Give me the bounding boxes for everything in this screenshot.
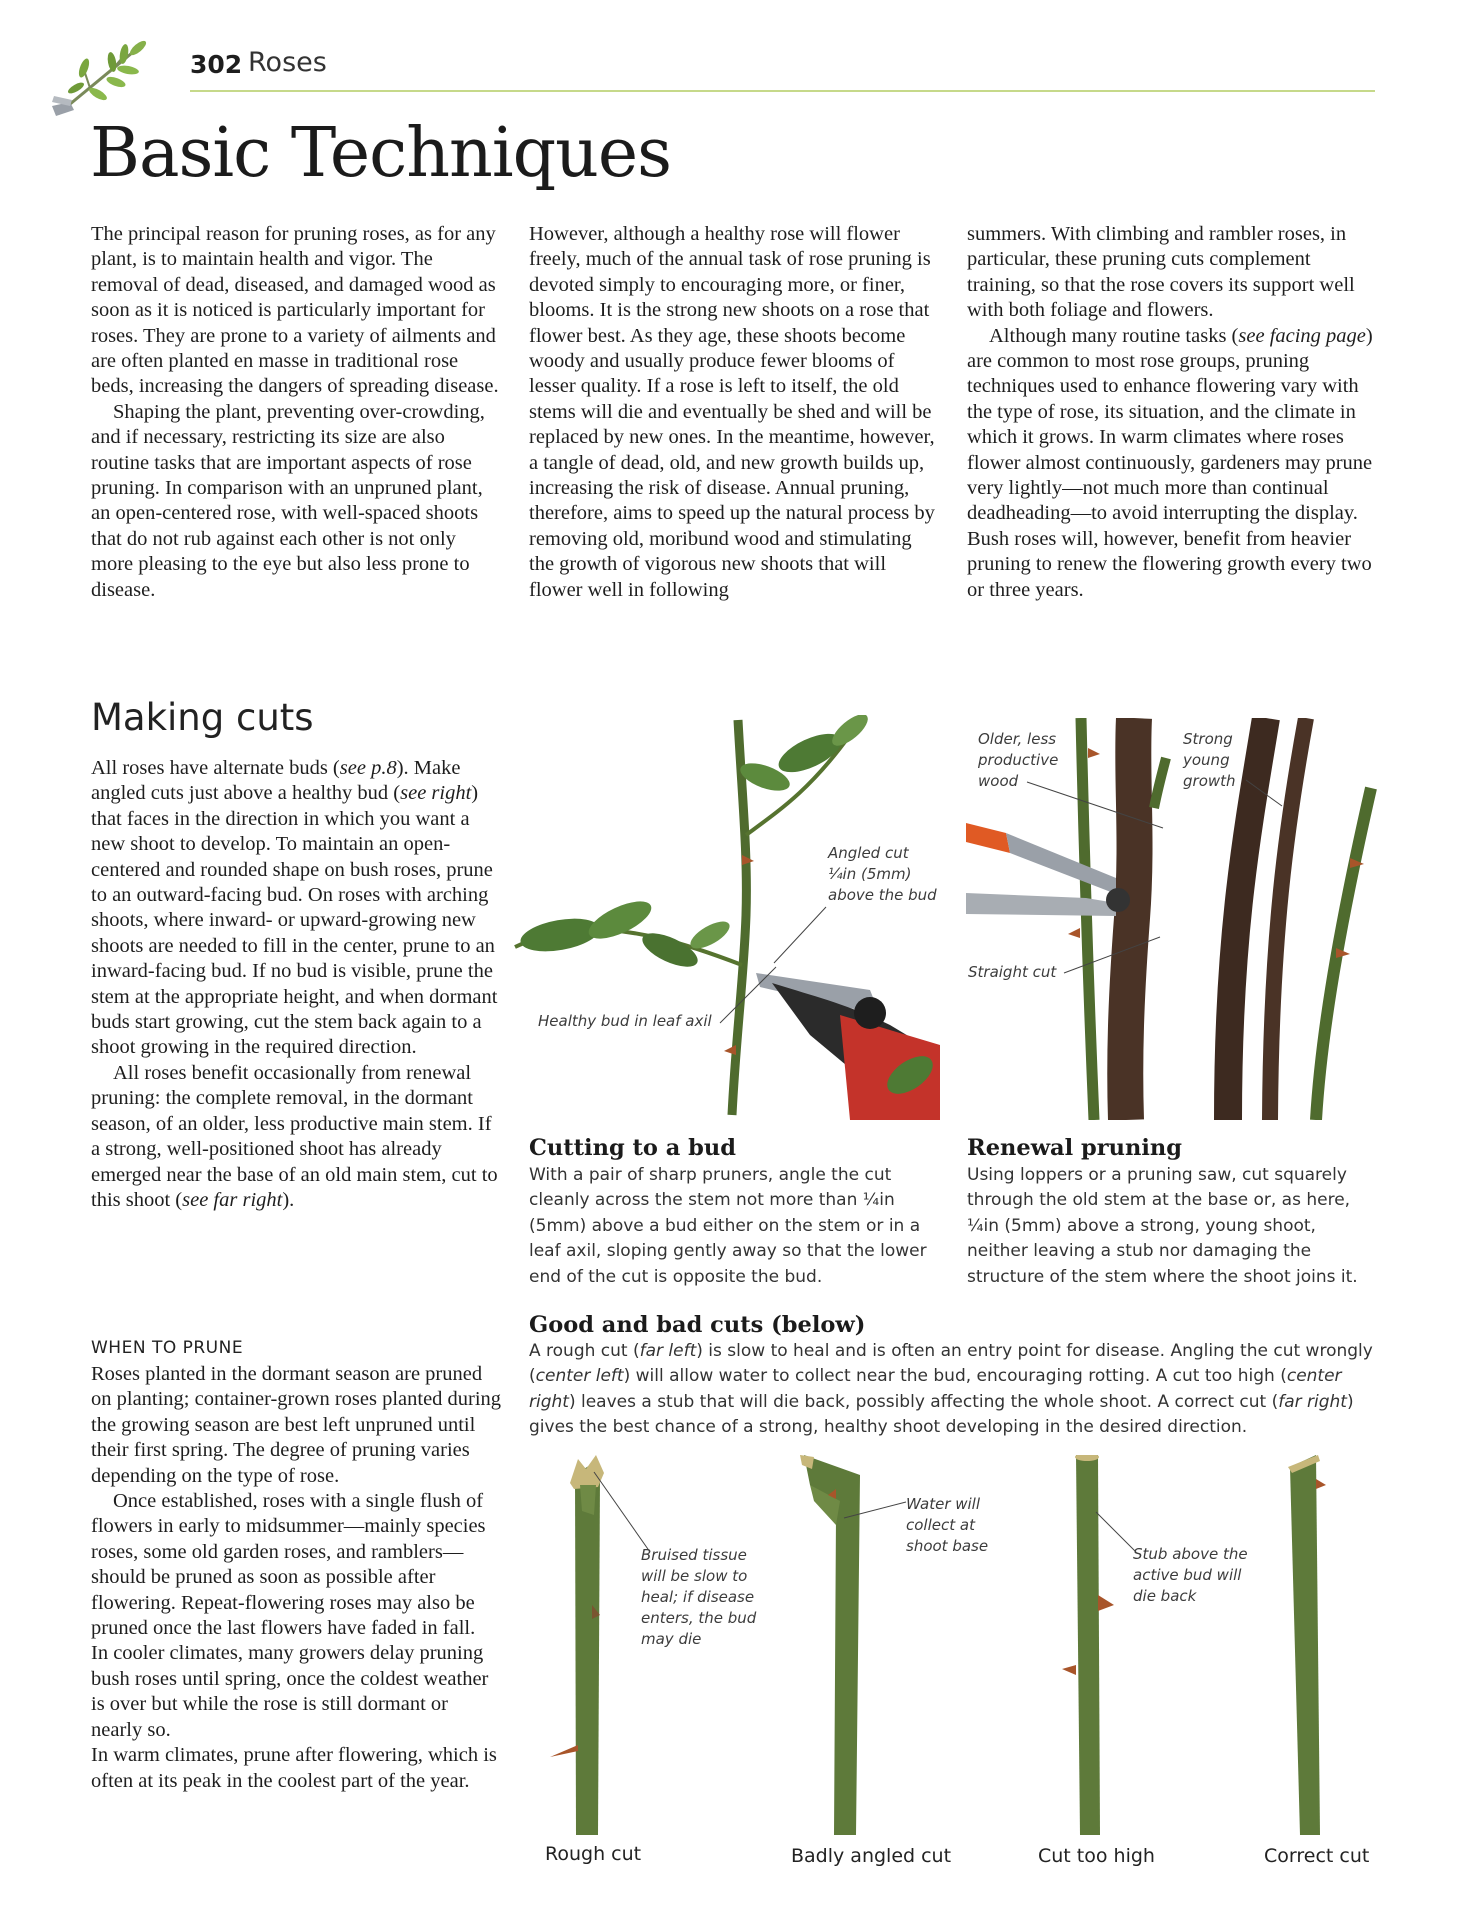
leader-line bbox=[842, 1500, 908, 1520]
page-number: 302 bbox=[190, 50, 243, 79]
cutting-to-bud-caption: With a pair of sharp pruners, angle the cut cleanly across the stem not more than ¼in (5mm) above a bud either on the stem or in a leaf axil, sloping gently away so that the lower end of the cut is opposite the bud. bbox=[529, 1165, 927, 1287]
annotation-water: Water will collect at shoot base bbox=[906, 1495, 989, 1555]
leader-line bbox=[770, 905, 830, 965]
correct-cut-photo bbox=[1260, 1455, 1360, 1835]
leader-line bbox=[1244, 778, 1284, 808]
annotation-strong-growth: Strong young growth bbox=[1183, 730, 1236, 790]
leader-line bbox=[1094, 1510, 1138, 1554]
good-bad-caption: A rough cut (far left) is slow to heal and is often an entry point for disease. Angling the cut wrongly (center left) will allow water to collect near the bud, encouraging rotting. A cut too high (center right) leaves a stub that will die back, possibly affecting the whole shoot. A correct cut (far right) gives the best chance of a strong, healthy shoot developing in the desired direction. bbox=[529, 1341, 1373, 1438]
good-bad-heading: Good and bad cuts (below) bbox=[529, 1312, 866, 1338]
intro-paragraph: Shaping the plant, preventing over-crowding, and if necessary, restricting its size are also routine tasks that are important aspects of rose pruning. In comparison with an unpruned plant, an open-centered rose, with well-spaced shoots that do not rub against each other is not only more pleasing to the eye but also less prone to disease. bbox=[91, 400, 485, 601]
when-to-prune-paragraph: In cooler climates, many growers delay pruning bush roses until spring, once the coldest weather is over but while the rose is still dormant or nearly so. bbox=[91, 1642, 489, 1741]
making-cuts-text bbox=[91, 756, 503, 1213]
leader-line bbox=[1062, 935, 1162, 975]
cutting-to-bud-heading: Cutting to a bud bbox=[529, 1135, 736, 1161]
intro-column-2 bbox=[529, 222, 941, 603]
when-to-prune-paragraph: In warm climates, prune after flowering, which is often at its peak in the coolest part of the year. bbox=[91, 1744, 497, 1792]
making-cuts-paragraph: All roses benefit occasionally from renewal pruning: the complete removal, in the dormant season, of an older, less productive main stem. If a strong, well-positioned shoot has already emerged near the base of an old main stem, cut to this shoot (see far right). bbox=[91, 1061, 498, 1211]
when-to-prune-paragraph: Roses planted in the dormant season are pruned on planting; container-grown roses planted during the growing season are best left unpruned until their first spring. The degree of pruning varies depending on the type of rose. bbox=[91, 1363, 502, 1487]
renewal-pruning-caption: Using loppers or a pruning saw, cut squarely through the old stem at the base or, as here, ¼in (5mm) above a strong, young shoot, neither leaving a stub nor damaging the structure of the stem where the shoot joins it. bbox=[967, 1165, 1358, 1287]
annotation-older-wood: Older, less productive wood bbox=[978, 730, 1059, 790]
annotation-stub: Stub above the active bud will die back bbox=[1133, 1545, 1248, 1605]
rough-cut-label: Rough cut bbox=[545, 1843, 642, 1865]
header-rule bbox=[190, 90, 1375, 92]
intro-paragraph: summers. With climbing and rambler roses, in particular, these pruning cuts complement training, so that the rose covers its support well with both foliage and flowers. bbox=[967, 223, 1355, 322]
leader-line bbox=[718, 965, 778, 1025]
intro-column-3 bbox=[967, 222, 1379, 603]
annotation-angled-cut: Angled cut ¼in (5mm) above the bud bbox=[828, 844, 937, 904]
when-to-prune-paragraph: Once established, roses with a single flush of flowers in early to midsummer—mainly species roses, some old garden roses, and ramblers—should be pruned as soon as possible after flowering. Repeat-flowering roses may also be pruned once the last flowers have faded in fall. bbox=[91, 1490, 486, 1640]
intro-paragraph: Although many routine tasks (see facing page) are common to most rose groups, pruning techniques used to enhance flowering vary with the type of rose, its situation, and the climate in which it grows. In warm climates where roses flower almost continuously, gardeners may prune very lightly—not much more than continual deadheading—to avoid interrupting the display. Bush roses will, however, benefit from heavier pruning to renew the flowering growth every two or three years. bbox=[967, 324, 1373, 601]
correct-cut-label: Correct cut bbox=[1264, 1845, 1370, 1867]
intro-column-1 bbox=[91, 222, 503, 603]
leader-line bbox=[1025, 780, 1165, 830]
annotation-straight-cut: Straight cut bbox=[968, 963, 1057, 981]
badly-angled-cut-label: Badly angled cut bbox=[791, 1845, 952, 1867]
sprig-icon bbox=[50, 36, 150, 122]
making-cuts-paragraph: All roses have alternate buds (see p.8). Make angled cuts just above a healthy bud (see right) that faces in the direction in which you want a new shoot to develop. To maintain an open-centered and rounded shape on bush roses, prune to an outward-facing bud. On roses with arching shoots, where inward- or upward-growing new shoots are needed to fill in the center, prune to an inward-facing bud. If no bud is visible, prune the stem at the appropriate height, and when dormant buds start growing, cut the stem back again to a shoot growing in the required direction. bbox=[91, 757, 498, 1059]
intro-paragraph: However, although a healthy rose will flower freely, much of the annual task of rose pruning is devoted simply to encouraging more, or finer, blooms. It is the strong new shoots on a rose that flower best. As they age, these shoots become woody and usually produce fewer blooms of lesser quality. If a rose is left to itself, the old stems will die and eventually be shed and will be replaced by new ones. In the meantime, however, a tangle of dead, old, and new growth builds up, increasing the risk of disease. Annual pruning, therefore, aims to speed up the natural process by removing old, moribund wood and stimulating the growth of vigorous new shoots that will flower well in following bbox=[529, 223, 935, 601]
annotation-healthy-bud: Healthy bud in leaf axil bbox=[538, 1012, 712, 1030]
cutting-to-bud-photo bbox=[510, 715, 940, 1120]
page-title: Basic Techniques bbox=[90, 114, 672, 193]
section-name: Roses bbox=[248, 47, 327, 78]
leader-line bbox=[592, 1470, 652, 1554]
cut-too-high-label: Cut too high bbox=[1038, 1845, 1155, 1867]
when-to-prune-heading: WHEN TO PRUNE bbox=[91, 1338, 244, 1358]
making-cuts-heading: Making cuts bbox=[91, 696, 314, 739]
annotation-bruised-tissue: Bruised tissue will be slow to heal; if disease enters, the bud may die bbox=[641, 1546, 757, 1648]
renewal-pruning-heading: Renewal pruning bbox=[967, 1135, 1182, 1161]
when-to-prune-text bbox=[91, 1362, 503, 1794]
intro-paragraph: The principal reason for pruning roses, as for any plant, is to maintain health and vigor. The removal of dead, diseased, and damaged wood as soon as it is noticed is particularly important for roses. They are prone to a variety of ailments and are often planted en masse in traditional rose beds, increasing the dangers of spreading disease. bbox=[91, 223, 499, 398]
